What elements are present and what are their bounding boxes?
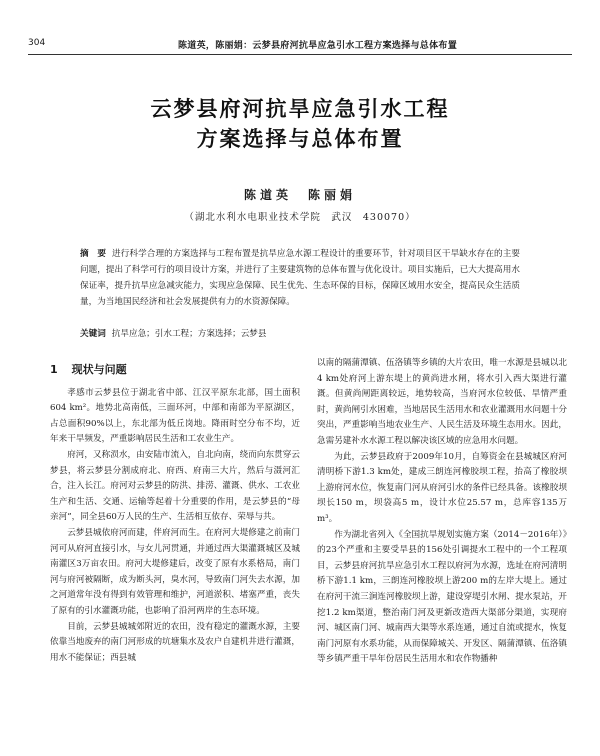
title-line-1: 云梦县府河抗旱应急引水工程 (150, 97, 450, 121)
keywords-label: 关键词 (80, 329, 106, 339)
authors: 陈道英 陈丽娟 (243, 188, 356, 202)
page-header (28, 36, 572, 55)
body-paragraph: 府河，又称涢水，由安陆市流入，自北向南，绕而向东贯穿云梦县，将云梦县分割成府北、府西、府南三大片，然后与滠河汇合，注入长江。府河对云梦县的防洪、排涝、灌溉、供水、工农业生产和生活、交通、运输等起着十分重要的作用，是云梦县的“母亲河”，同全县60万人民的生产、生活相互依存、荣辱与共。 (50, 449, 300, 523)
keywords-text: 抗旱应急；引水工程；方案选择；云梦县 (111, 329, 267, 339)
paper-title (0, 94, 600, 154)
body-paragraph: 孝感市云梦县位于湖北省中部、江汉平原东北部，国土面积604 km²。地势北高南低，三面环河，中部和南部为平原湖区，占总面积90%以上，东北部为低丘岗地。降雨时空分布不均，近年来干旱频发，严重影响居民生活和工农业生产。 (50, 387, 300, 445)
body-paragraph: 目前，云梦县城城郊附近的农田，没有稳定的灌溉水源，主要依靠当地废弃的南门河形成的坑塘集水及农户自建机井进行灌溉，用水不能保证；西县城 (50, 621, 300, 663)
section-number: 1 (50, 363, 58, 376)
body-paragraph: 云梦县城依府河而建，伴府河而生。在府河大堤修建之前南门河可从府河直接引水，与女儿河贯通，并通过西大渠灌溉城区及城南灌区3万亩农田。府河大堤修建后，改变了原有水系格局，南门河与府河被隔断，成为断头河，臭水河，导致南门河失去水源，加之河道常年没有得到有效管理和维护，河道淤积、堵塞严重，丧失了原有的引水灌溉功能，也影响了沿河两岸的生态环境。 (50, 527, 300, 616)
page-number: 304 (28, 38, 46, 48)
section-title: 现状与问题 (71, 363, 127, 376)
affiliation: （湖北水利水电职业技术学院 武汉 430070） (184, 212, 416, 223)
body-paragraph: 为此，云梦县政府于2009年10月，自筹资金在县城城区府河清明桥下游1.3 km处，建成三朗连河橡胶坝工程，抬高了橡胶坝上游府河水位，恢复南门河从府河引水的条件已经具备。该橡胶坝坝长150 m，坝袋高5 m，设计水位25.57 m，总库容135万m³。 (317, 451, 567, 524)
title-line-2: 方案选择与总体布置 (196, 127, 404, 151)
abstract-label: 摘 要 (80, 249, 107, 259)
left-column (50, 360, 300, 740)
running-head: 陈道英，陈丽娟：云梦县府河抗旱应急引水工程方案选择与总体布置 (178, 41, 458, 51)
keywords (80, 326, 520, 342)
abstract-text: 进行科学合理的方案选择与工程布置是抗旱应急水源工程设计的重要环节，针对项目区干旱缺水存在的主要问题，提出了科学可行的项目设计方案，并进行了主要建筑物的总体布置与优化设计。项目实施后，已大大提高用水保证率，提升抗旱应急减灾能力，实现应急保障、民生优先、生态环保的目标，保障区域用水安全，提高民众生活质量，为当地国民经济和社会发展提供有力的水资源保障。 (80, 249, 520, 307)
right-column (317, 356, 567, 736)
abstract (80, 246, 520, 310)
body-paragraph: 作为湖北省列入《全国抗旱规划实施方案（2014－2016年）》的23个严重和主要受旱县的156处引调提水工程中的一个工程项目，云梦县府河抗旱应急引水工程以府河为水源，选址在府河清明桥下游1.1 km，三朗连河橡胶坝上游200 m的左岸大堤上。通过在府河干流三涧连河橡胶坝上游，建设穿堤引水闸、提水泵站，开挖1.2 km渠道，整治南门河及更新改造西大渠部分渠道，实现府河、城区南门河、城南西大渠等水系连通，通过自流或提水，恢复南门河原有水系功能，从而保障城关、开发区、隔蒲潭镇、伍洛镇等乡镇严重干旱年份居民生活用水和农作物播种 (317, 529, 567, 665)
body-paragraph: 以南的隔蒲潭镇、伍洛镇等乡镇的大片农田，唯一水源是县城以北4 km处府河上游东堤上的黄尚进水闸，将水引入西大渠进行灌溉。但黄尚闸距离较远，地势较高，当府河水位较低、旱情严重时，黄尚闸引水困难，当地居民生活用水和农业灌溉用水问题十分突出，严重影响当地农业生产、人民生活及环境生态用水。因此，急需另建补水水源工程以解决该区域的应急用水问题。 (317, 358, 567, 446)
section-heading (50, 362, 300, 378)
